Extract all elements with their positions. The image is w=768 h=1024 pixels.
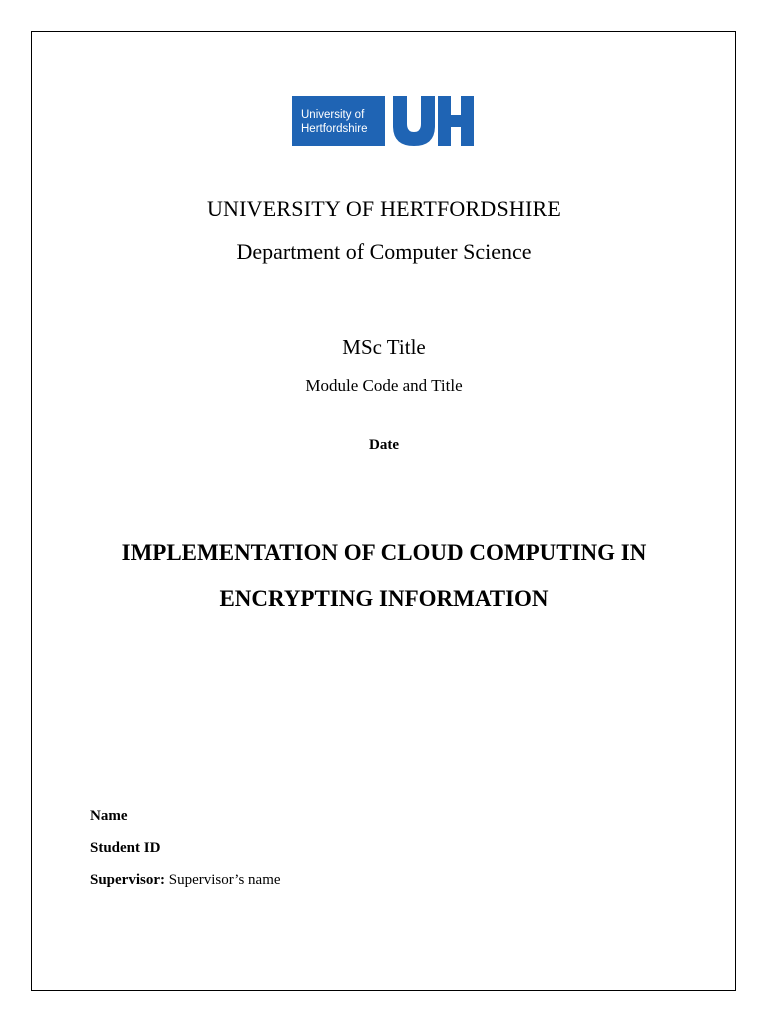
date-label: Date — [369, 437, 399, 453]
logo-text-line2: Hertfordshire — [301, 123, 368, 135]
university-name: UNIVERSITY OF HERTFORDSHIRE — [206, 196, 562, 221]
logo-text-line1: University of — [301, 109, 365, 121]
department-name: Department of Computer Science — [236, 239, 532, 264]
supervisor-line — [90, 872, 281, 889]
supervisor-label: Supervisor: — [90, 872, 165, 888]
university-logo — [292, 96, 474, 146]
student-id-label: Student ID — [90, 840, 161, 856]
project-title-line-1: IMPLEMENTATION OF CLOUD COMPUTING IN — [121, 540, 647, 565]
supervisor-name: Supervisor’s name — [168, 872, 281, 888]
student-name-label: Name — [90, 808, 128, 824]
project-title-line-2: ENCRYPTING INFORMATION — [219, 586, 549, 611]
msc-title: MSc Title — [342, 335, 426, 359]
module-code-title: Module Code and Title — [305, 376, 463, 395]
